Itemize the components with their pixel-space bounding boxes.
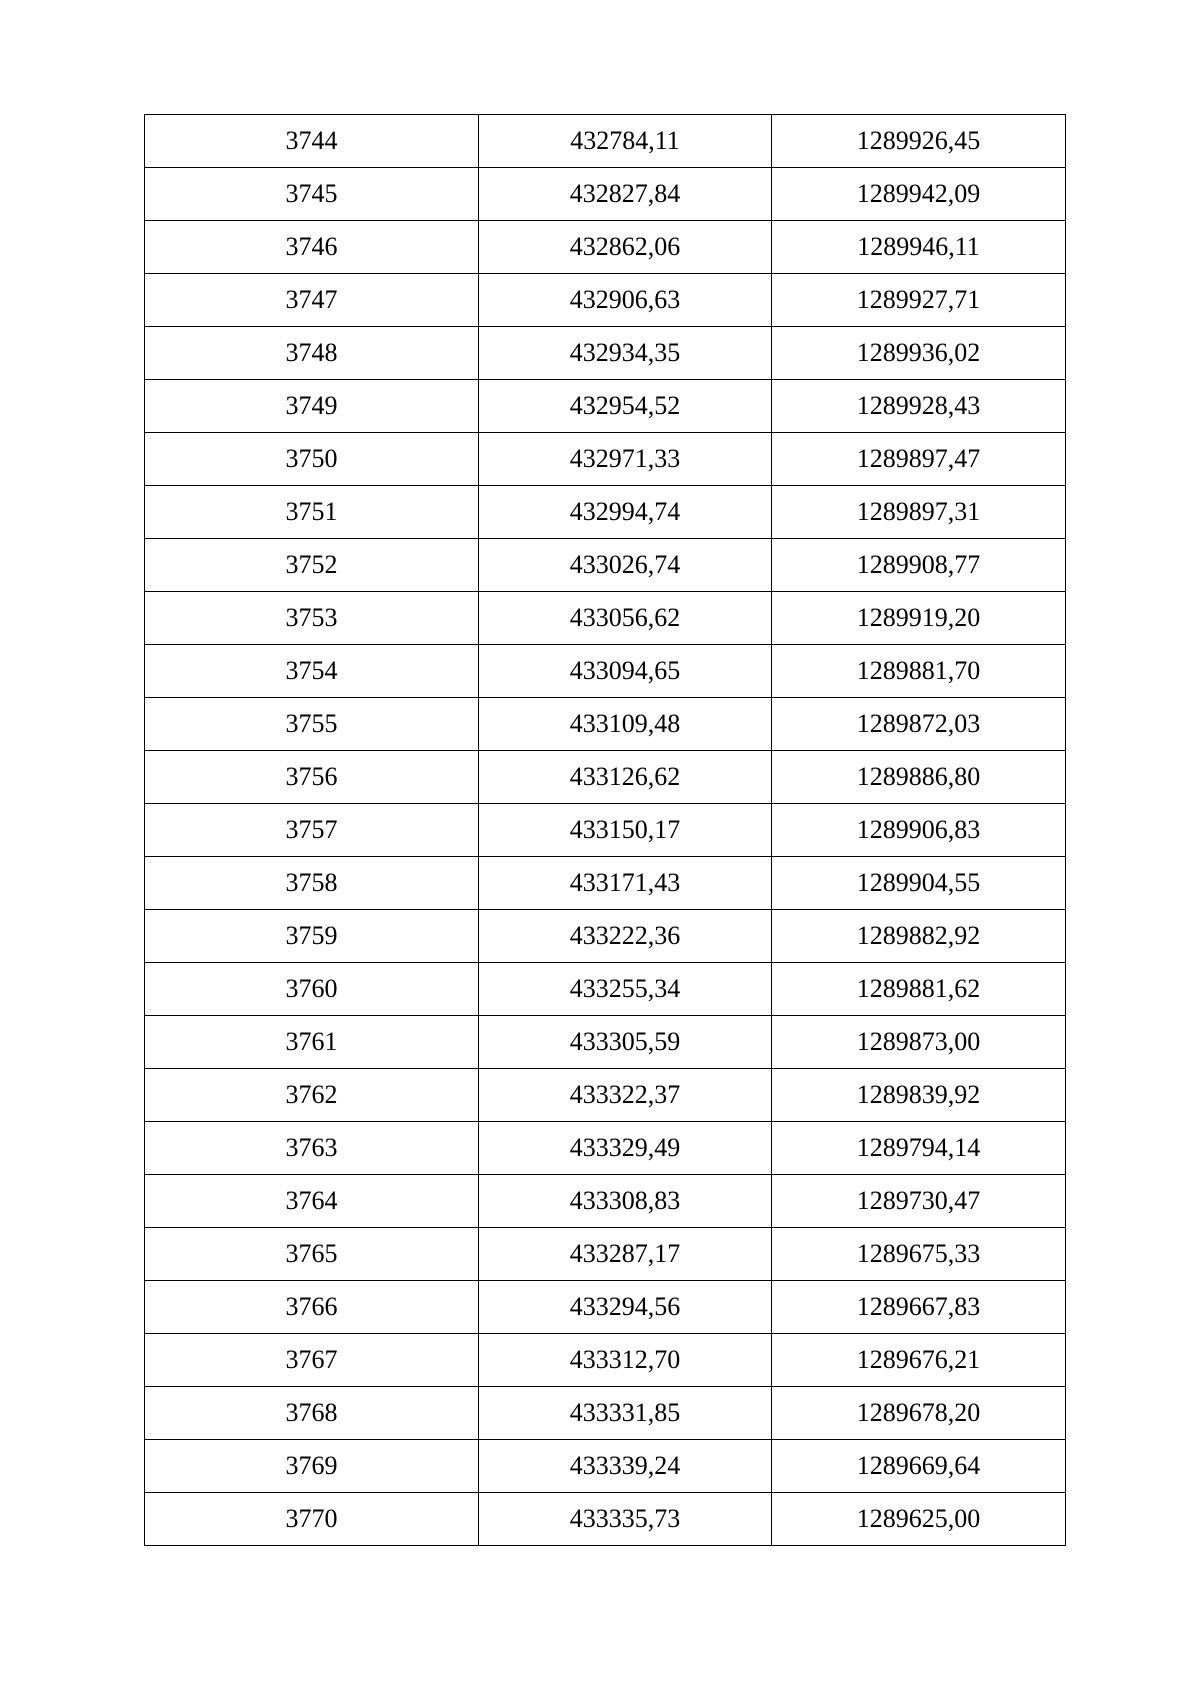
table-row xyxy=(145,1493,1066,1546)
x-coordinate-cell: 433026,74 xyxy=(479,539,772,592)
point-number-cell: 3756 xyxy=(145,751,479,804)
x-coordinate-cell: 432906,63 xyxy=(479,274,772,327)
y-coordinate-cell: 1289881,62 xyxy=(772,963,1066,1016)
x-coordinate-cell: 433329,49 xyxy=(479,1122,772,1175)
y-coordinate-cell: 1289676,21 xyxy=(772,1334,1066,1387)
y-coordinate-cell: 1289926,45 xyxy=(772,115,1066,168)
point-number-cell: 3746 xyxy=(145,221,479,274)
point-number-cell: 3760 xyxy=(145,963,479,1016)
table-row xyxy=(145,804,1066,857)
table-row xyxy=(145,327,1066,380)
y-coordinate-cell: 1289946,11 xyxy=(772,221,1066,274)
y-coordinate-cell: 1289906,83 xyxy=(772,804,1066,857)
x-coordinate-cell: 433056,62 xyxy=(479,592,772,645)
table-row xyxy=(145,698,1066,751)
y-coordinate-cell: 1289904,55 xyxy=(772,857,1066,910)
y-coordinate-cell: 1289942,09 xyxy=(772,168,1066,221)
table-row xyxy=(145,380,1066,433)
x-coordinate-cell: 433308,83 xyxy=(479,1175,772,1228)
point-number-cell: 3754 xyxy=(145,645,479,698)
table-row xyxy=(145,1334,1066,1387)
point-number-cell: 3751 xyxy=(145,486,479,539)
y-coordinate-cell: 1289872,03 xyxy=(772,698,1066,751)
table-row xyxy=(145,221,1066,274)
x-coordinate-cell: 433335,73 xyxy=(479,1493,772,1546)
point-number-cell: 3766 xyxy=(145,1281,479,1334)
x-coordinate-cell: 433222,36 xyxy=(479,910,772,963)
x-coordinate-cell: 433305,59 xyxy=(479,1016,772,1069)
point-number-cell: 3757 xyxy=(145,804,479,857)
y-coordinate-cell: 1289873,00 xyxy=(772,1016,1066,1069)
x-coordinate-cell: 433294,56 xyxy=(479,1281,772,1334)
x-coordinate-cell: 432934,35 xyxy=(479,327,772,380)
x-coordinate-cell: 432971,33 xyxy=(479,433,772,486)
table-row xyxy=(145,168,1066,221)
table-row xyxy=(145,857,1066,910)
x-coordinate-cell: 433339,24 xyxy=(479,1440,772,1493)
y-coordinate-cell: 1289667,83 xyxy=(772,1281,1066,1334)
y-coordinate-cell: 1289678,20 xyxy=(772,1387,1066,1440)
y-coordinate-cell: 1289936,02 xyxy=(772,327,1066,380)
y-coordinate-cell: 1289919,20 xyxy=(772,592,1066,645)
table-row xyxy=(145,751,1066,804)
table-row xyxy=(145,645,1066,698)
point-number-cell: 3749 xyxy=(145,380,479,433)
point-number-cell: 3767 xyxy=(145,1334,479,1387)
y-coordinate-cell: 1289881,70 xyxy=(772,645,1066,698)
x-coordinate-cell: 433171,43 xyxy=(479,857,772,910)
point-number-cell: 3765 xyxy=(145,1228,479,1281)
x-coordinate-cell: 432862,06 xyxy=(479,221,772,274)
x-coordinate-cell: 433312,70 xyxy=(479,1334,772,1387)
x-coordinate-cell: 433287,17 xyxy=(479,1228,772,1281)
point-number-cell: 3761 xyxy=(145,1016,479,1069)
point-number-cell: 3768 xyxy=(145,1387,479,1440)
point-number-cell: 3769 xyxy=(145,1440,479,1493)
table-row xyxy=(145,910,1066,963)
table-row xyxy=(145,963,1066,1016)
table-row xyxy=(145,1281,1066,1334)
table-row xyxy=(145,433,1066,486)
point-number-cell: 3753 xyxy=(145,592,479,645)
y-coordinate-cell: 1289882,92 xyxy=(772,910,1066,963)
x-coordinate-cell: 432827,84 xyxy=(479,168,772,221)
table-row xyxy=(145,592,1066,645)
y-coordinate-cell: 1289730,47 xyxy=(772,1175,1066,1228)
point-number-cell: 3744 xyxy=(145,115,479,168)
x-coordinate-cell: 433255,34 xyxy=(479,963,772,1016)
table-row xyxy=(145,1387,1066,1440)
coordinates-table xyxy=(144,114,1066,1546)
x-coordinate-cell: 433126,62 xyxy=(479,751,772,804)
table-row xyxy=(145,486,1066,539)
table-row xyxy=(145,1016,1066,1069)
table-row xyxy=(145,1228,1066,1281)
table-row xyxy=(145,1069,1066,1122)
point-number-cell: 3770 xyxy=(145,1493,479,1546)
point-number-cell: 3755 xyxy=(145,698,479,751)
point-number-cell: 3748 xyxy=(145,327,479,380)
x-coordinate-cell: 433150,17 xyxy=(479,804,772,857)
y-coordinate-cell: 1289908,77 xyxy=(772,539,1066,592)
point-number-cell: 3750 xyxy=(145,433,479,486)
y-coordinate-cell: 1289669,64 xyxy=(772,1440,1066,1493)
point-number-cell: 3752 xyxy=(145,539,479,592)
y-coordinate-cell: 1289625,00 xyxy=(772,1493,1066,1546)
table-row xyxy=(145,1440,1066,1493)
x-coordinate-cell: 433322,37 xyxy=(479,1069,772,1122)
x-coordinate-cell: 432784,11 xyxy=(479,115,772,168)
y-coordinate-cell: 1289839,92 xyxy=(772,1069,1066,1122)
table-row xyxy=(145,539,1066,592)
x-coordinate-cell: 432954,52 xyxy=(479,380,772,433)
y-coordinate-cell: 1289794,14 xyxy=(772,1122,1066,1175)
coordinates-table-body xyxy=(145,115,1066,1546)
point-number-cell: 3745 xyxy=(145,168,479,221)
table-row xyxy=(145,1175,1066,1228)
y-coordinate-cell: 1289927,71 xyxy=(772,274,1066,327)
x-coordinate-cell: 433331,85 xyxy=(479,1387,772,1440)
y-coordinate-cell: 1289928,43 xyxy=(772,380,1066,433)
point-number-cell: 3764 xyxy=(145,1175,479,1228)
table-row xyxy=(145,1122,1066,1175)
y-coordinate-cell: 1289897,47 xyxy=(772,433,1066,486)
x-coordinate-cell: 433109,48 xyxy=(479,698,772,751)
x-coordinate-cell: 433094,65 xyxy=(479,645,772,698)
point-number-cell: 3763 xyxy=(145,1122,479,1175)
x-coordinate-cell: 432994,74 xyxy=(479,486,772,539)
point-number-cell: 3747 xyxy=(145,274,479,327)
table-row xyxy=(145,115,1066,168)
y-coordinate-cell: 1289886,80 xyxy=(772,751,1066,804)
y-coordinate-cell: 1289675,33 xyxy=(772,1228,1066,1281)
y-coordinate-cell: 1289897,31 xyxy=(772,486,1066,539)
table-row xyxy=(145,274,1066,327)
point-number-cell: 3759 xyxy=(145,910,479,963)
point-number-cell: 3762 xyxy=(145,1069,479,1122)
point-number-cell: 3758 xyxy=(145,857,479,910)
